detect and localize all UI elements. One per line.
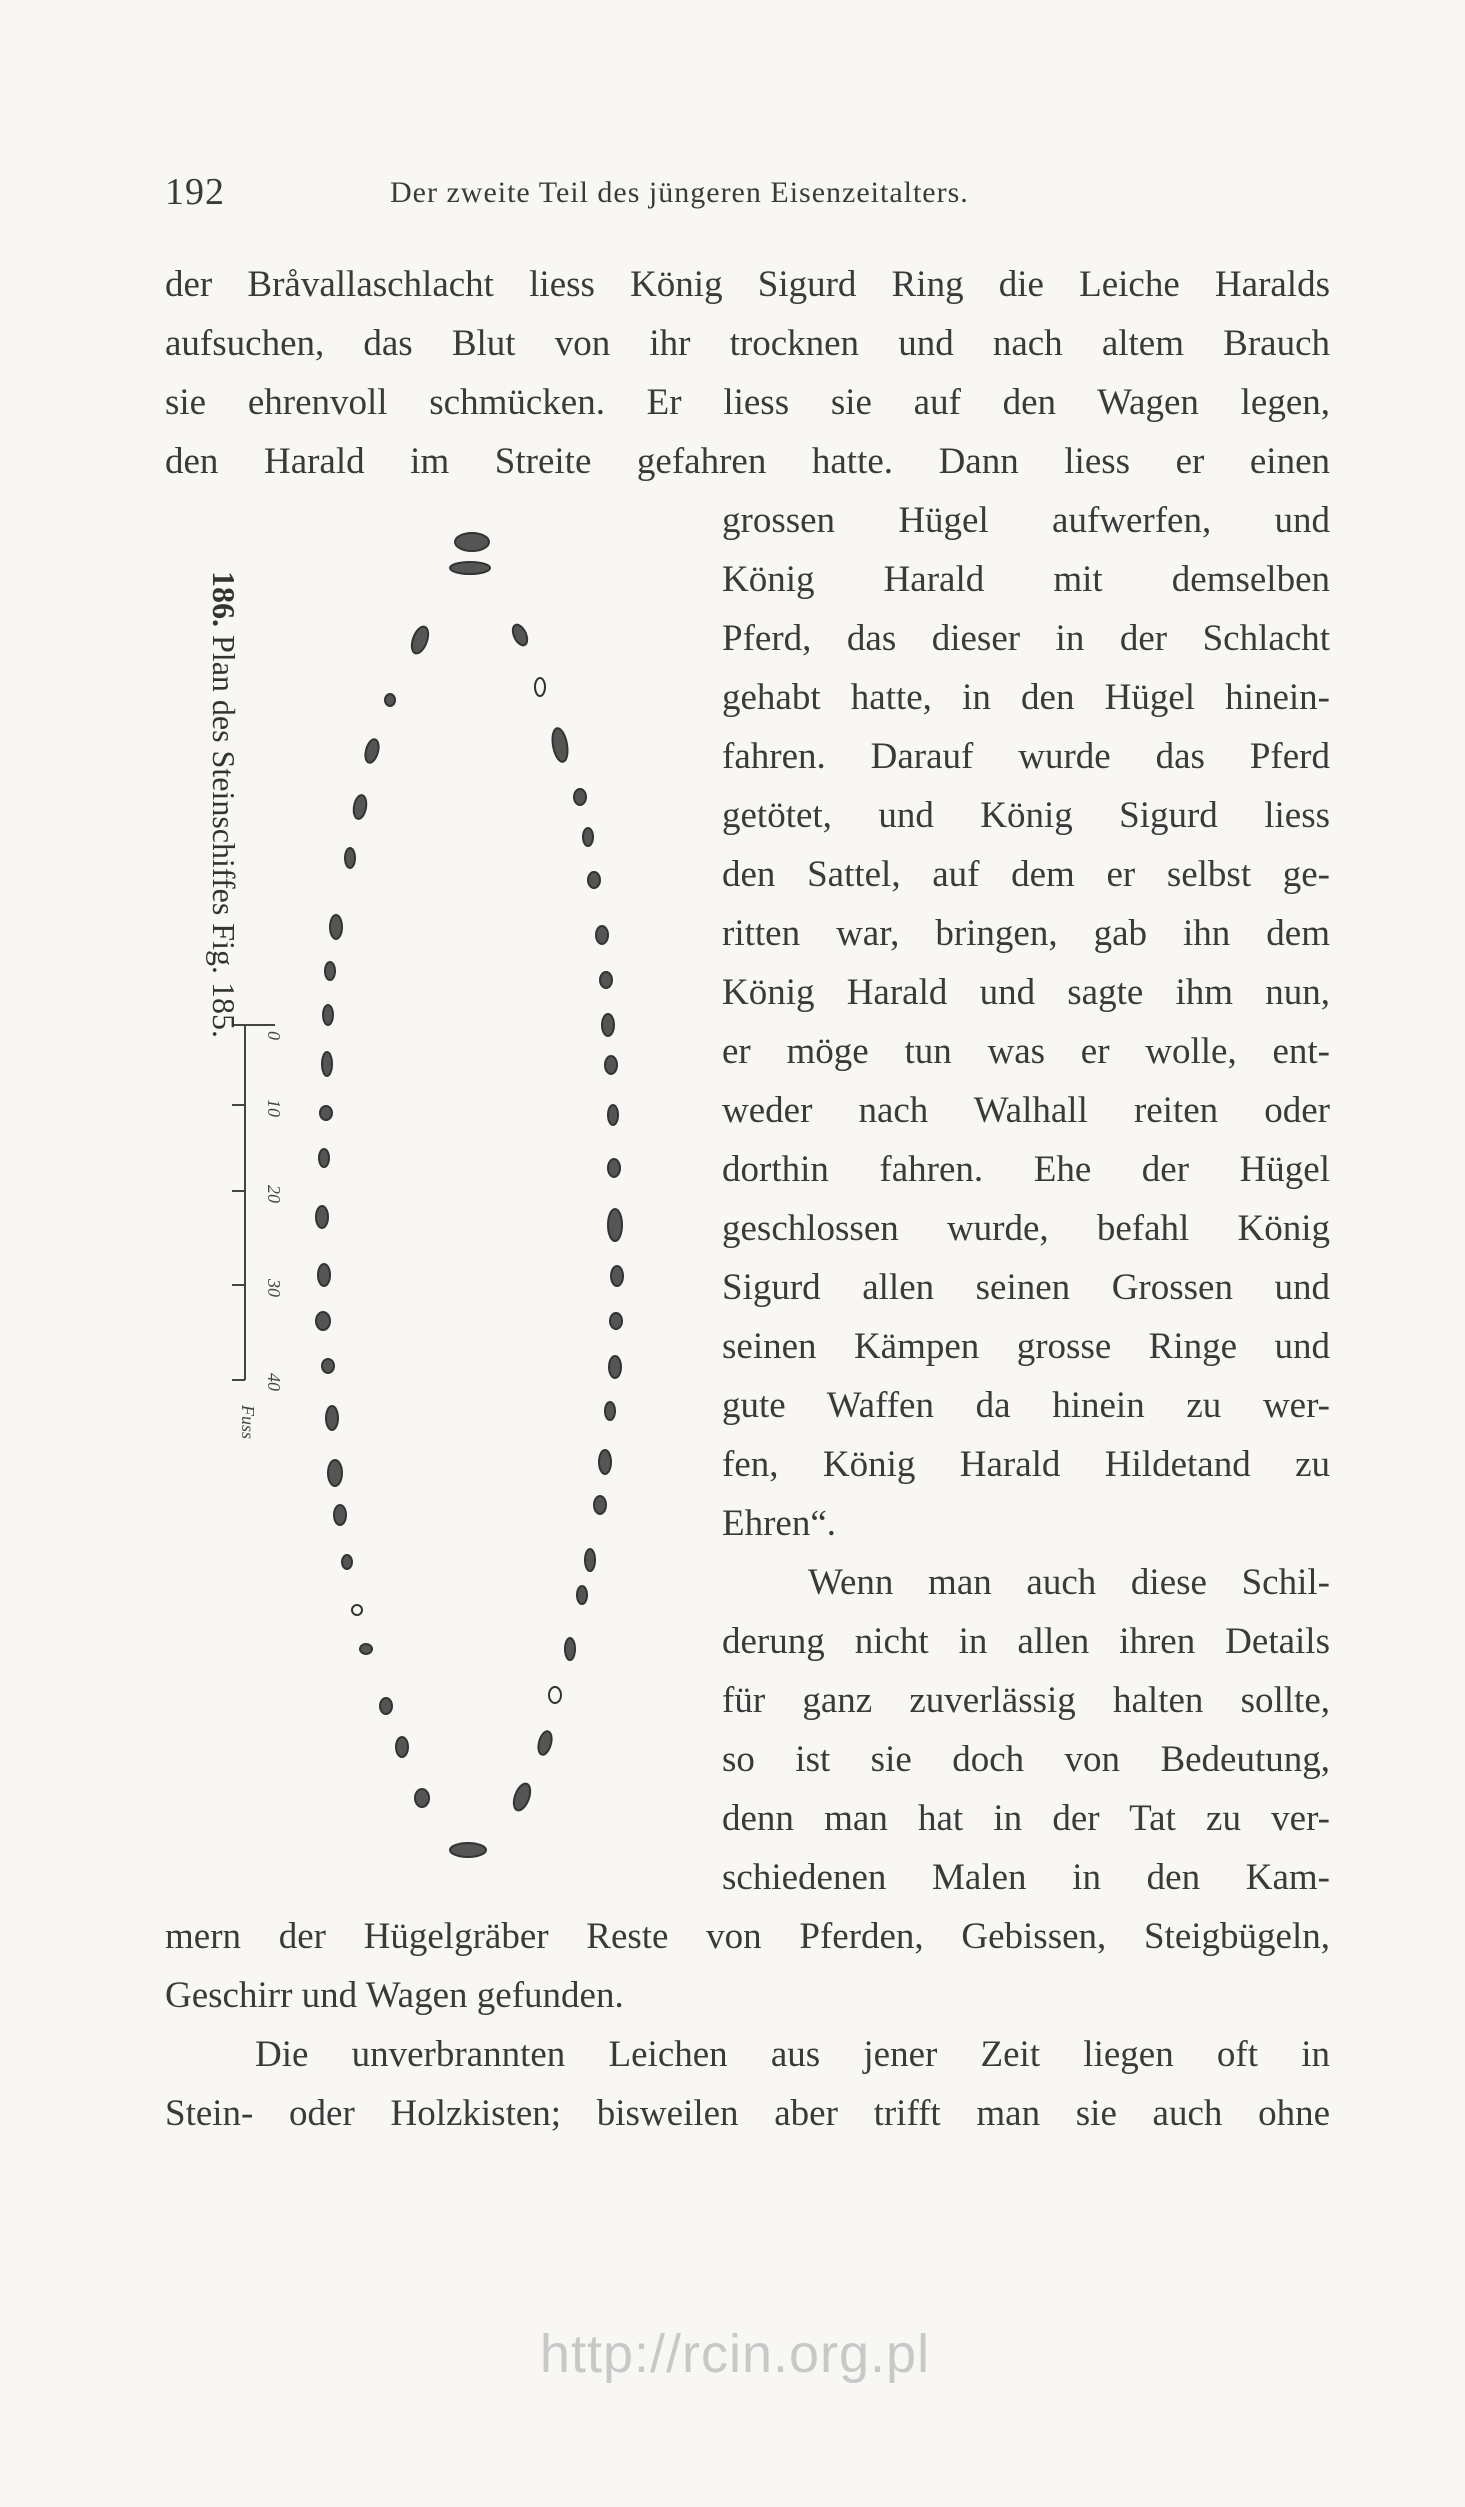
stone xyxy=(510,622,530,647)
stone xyxy=(319,1149,329,1167)
body-line: den Harald im Streite gefahren hatte. Dann liess er einen xyxy=(165,441,1330,482)
figure-number: 186. xyxy=(206,571,242,627)
body-line: denn man hat in der Tat zu ver- xyxy=(722,1798,1330,1839)
body-line: der Bråvallaschlacht liess König Sigurd Ring die Leiche Haralds xyxy=(165,264,1330,305)
stone xyxy=(396,1737,408,1757)
stone xyxy=(609,1356,621,1378)
stone xyxy=(599,1450,611,1474)
stone xyxy=(322,1359,334,1373)
stone xyxy=(565,1638,575,1660)
scale-label: 20 xyxy=(264,1185,284,1203)
stone xyxy=(380,1698,392,1714)
figure-caption xyxy=(204,571,244,1251)
stone xyxy=(352,794,368,820)
body-line: mern der Hügelgräber Reste von Pferden, Gebissen, Steigbügeln, xyxy=(165,1916,1330,1957)
stone xyxy=(455,533,489,551)
stone xyxy=(334,1505,346,1525)
stone xyxy=(328,1460,342,1486)
stone xyxy=(536,1730,554,1756)
body-line: gehabt hatte, in den Hügel hinein- xyxy=(722,677,1330,718)
body-line: schiedenen Malen in den Kam- xyxy=(722,1857,1330,1898)
body-line: gute Waffen da hinein zu wer- xyxy=(722,1385,1330,1426)
scale-label: 10 xyxy=(264,1099,284,1117)
stone xyxy=(535,678,545,696)
body-line: den Sattel, auf dem er selbst ge- xyxy=(722,854,1330,895)
stone xyxy=(608,1209,622,1241)
body-line: Die unverbrannten Leichen aus jener Zeit liegen oft in xyxy=(255,2034,1330,2075)
scale-label: 30 xyxy=(264,1279,284,1297)
stone xyxy=(605,1402,615,1420)
stone xyxy=(322,1052,332,1076)
body-line: weder nach Walhall reiten oder xyxy=(722,1090,1330,1131)
body-line: Sigurd allen seinen Grossen und xyxy=(722,1267,1330,1308)
stone xyxy=(326,1406,338,1430)
page-header xyxy=(165,170,1335,220)
stone xyxy=(608,1159,620,1177)
stone xyxy=(316,1312,330,1330)
body-line: derung nicht in allen ihren Details xyxy=(722,1621,1330,1662)
body-line: sie ehrenvoll schmücken. Er liess sie auf den Wagen legen, xyxy=(165,382,1330,423)
scale-unit: Fuss xyxy=(238,1405,258,1440)
body-line: so ist sie doch von Bedeutung, xyxy=(722,1739,1330,1780)
stone xyxy=(415,1789,429,1807)
body-line: seinen Kämpen grosse Ringe und xyxy=(722,1326,1330,1367)
body-line: dorthin fahren. Ehe der Hügel xyxy=(722,1149,1330,1190)
stone xyxy=(409,624,432,655)
figure-caption-text: Plan des Steinschiffes Fig. 185. xyxy=(206,635,242,1038)
stone xyxy=(608,1105,618,1125)
body-line: grossen Hügel aufwerfen, und xyxy=(722,500,1330,541)
stone xyxy=(596,926,608,944)
body-line: getötet, und König Sigurd liess xyxy=(722,795,1330,836)
stone xyxy=(342,1555,352,1569)
stone xyxy=(594,1496,606,1514)
running-title: Der zweite Teil des jüngeren Eisenzeitalters. xyxy=(390,176,969,209)
stone xyxy=(325,962,335,980)
body-line: aufsuchen, das Blut von ihr trocknen und nach altem Brauch xyxy=(165,323,1330,364)
stone xyxy=(588,872,600,888)
stone xyxy=(577,1586,587,1604)
body-line: für ganz zuverlässig halten sollte, xyxy=(722,1680,1330,1721)
stone xyxy=(602,1014,614,1036)
stone xyxy=(585,1549,595,1571)
scale-label: 40 xyxy=(264,1373,284,1391)
body-line: Geschirr und Wagen gefunden. xyxy=(165,1975,624,2016)
stone xyxy=(320,1106,332,1120)
stone xyxy=(574,789,586,805)
body-line: Pferd, das dieser in der Schlacht xyxy=(722,618,1330,659)
stone xyxy=(583,828,593,846)
stone xyxy=(450,1843,486,1857)
stone xyxy=(316,1206,328,1228)
stone xyxy=(345,848,355,868)
stone xyxy=(600,972,612,988)
scale-label: 0 xyxy=(264,1031,284,1040)
body-line: er möge tun was er wolle, ent- xyxy=(722,1031,1330,1072)
stone xyxy=(360,1644,372,1654)
stone xyxy=(323,1005,333,1025)
stone xyxy=(610,1313,622,1329)
stone xyxy=(550,727,570,763)
page-number: 192 xyxy=(165,171,225,213)
stone xyxy=(450,562,490,574)
stone xyxy=(352,1605,362,1615)
body-line: ritten war, bringen, gab ihn dem xyxy=(722,913,1330,954)
stone xyxy=(318,1264,330,1286)
stone xyxy=(385,694,395,706)
body-line: geschlossen wurde, befahl König xyxy=(722,1208,1330,1249)
body-line: Stein- oder Holzkisten; bisweilen aber trifft man sie auch ohne xyxy=(165,2093,1330,2134)
source-watermark: http://rcin.org.pl xyxy=(539,2324,931,2384)
body-line: fahren. Darauf wurde das Pferd xyxy=(722,736,1330,777)
stone xyxy=(605,1056,617,1074)
body-line: König Harald mit demselben xyxy=(722,559,1330,600)
stone xyxy=(330,915,342,939)
body-line: Ehren“. xyxy=(722,1503,837,1544)
stone xyxy=(363,738,381,764)
body-line: fen, König Harald Hildetand zu xyxy=(722,1444,1330,1485)
stone xyxy=(611,1266,623,1286)
stone xyxy=(549,1687,561,1703)
body-line: König Harald und sagte ihm nun, xyxy=(722,972,1330,1013)
stone xyxy=(511,1781,534,1812)
body-line: Wenn man auch diese Schil- xyxy=(808,1562,1330,1603)
